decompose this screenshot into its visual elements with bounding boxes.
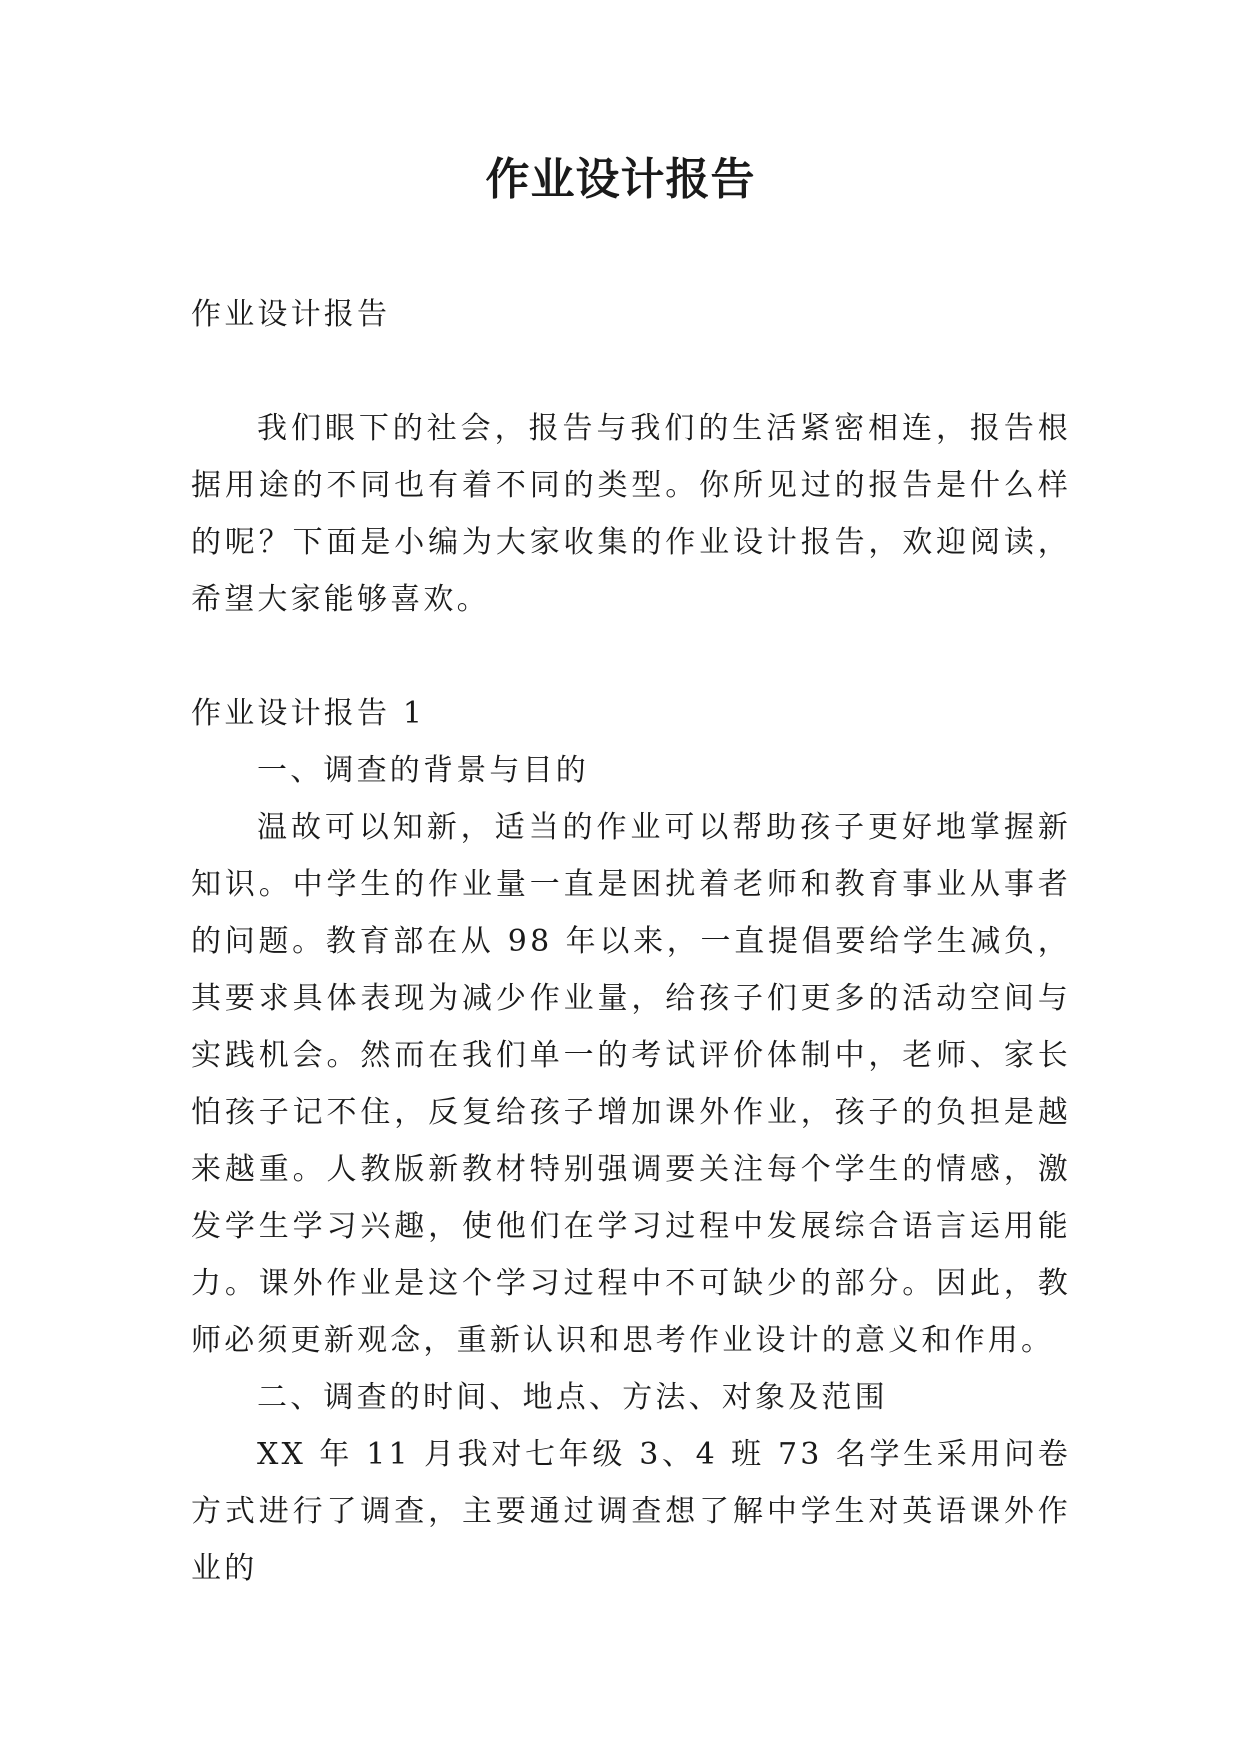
section-heading-background: 一、调查的背景与目的 [257, 753, 589, 788]
method-paragraph: XX 年 11 月我对七年级 3、4 班 73 名学生采用问卷方式进行了调查，主要通过调查想了解中学生对英语课外作业的 [191, 1437, 1071, 1586]
intro-paragraph: 我们眼下的社会，报告与我们的生活紧密相连，报告根据用途的不同也有着不同的类型。你所见过的报告是什么样的呢？下面是小编为大家收集的作业设计报告，欢迎阅读，希望大家能够喜欢。 [191, 411, 1071, 617]
document-subtitle: 作业设计报告 [191, 297, 391, 332]
paragraph-gap [191, 628, 1071, 685]
document-title: 作业设计报告 [485, 154, 756, 205]
paragraph-gap [191, 343, 1071, 400]
section-title: 作业设计报告 1 [191, 696, 426, 731]
background-paragraph: 温故可以知新，适当的作业可以帮助孩子更好地掌握新知识。中学生的作业量一直是困扰着老师和教育事业从事者的问题。教育部在从 98 年以来，一直提倡要给学生减负，其要求具体表现为减少作业量，给孩子们更多的活动空间与实践机会。然而在我们单一的考试评价体制中，老师、家长怕孩子记不住，反复给孩子增加课外作业，孩子的负担是越来越重。人教版新教材特别强调要关注每个学生的情感，激发学生学习兴趣，使他们在学习过程中发展综合语言运用能力。课外作业是这个学习过程中不可缺少的部分。因此，教师必须更新观念，重新认识和思考作业设计的意义和作用。 [191, 810, 1071, 1358]
document-body [191, 286, 1071, 1597]
section-heading-method: 二、调查的时间、地点、方法、对象及范围 [257, 1380, 888, 1415]
